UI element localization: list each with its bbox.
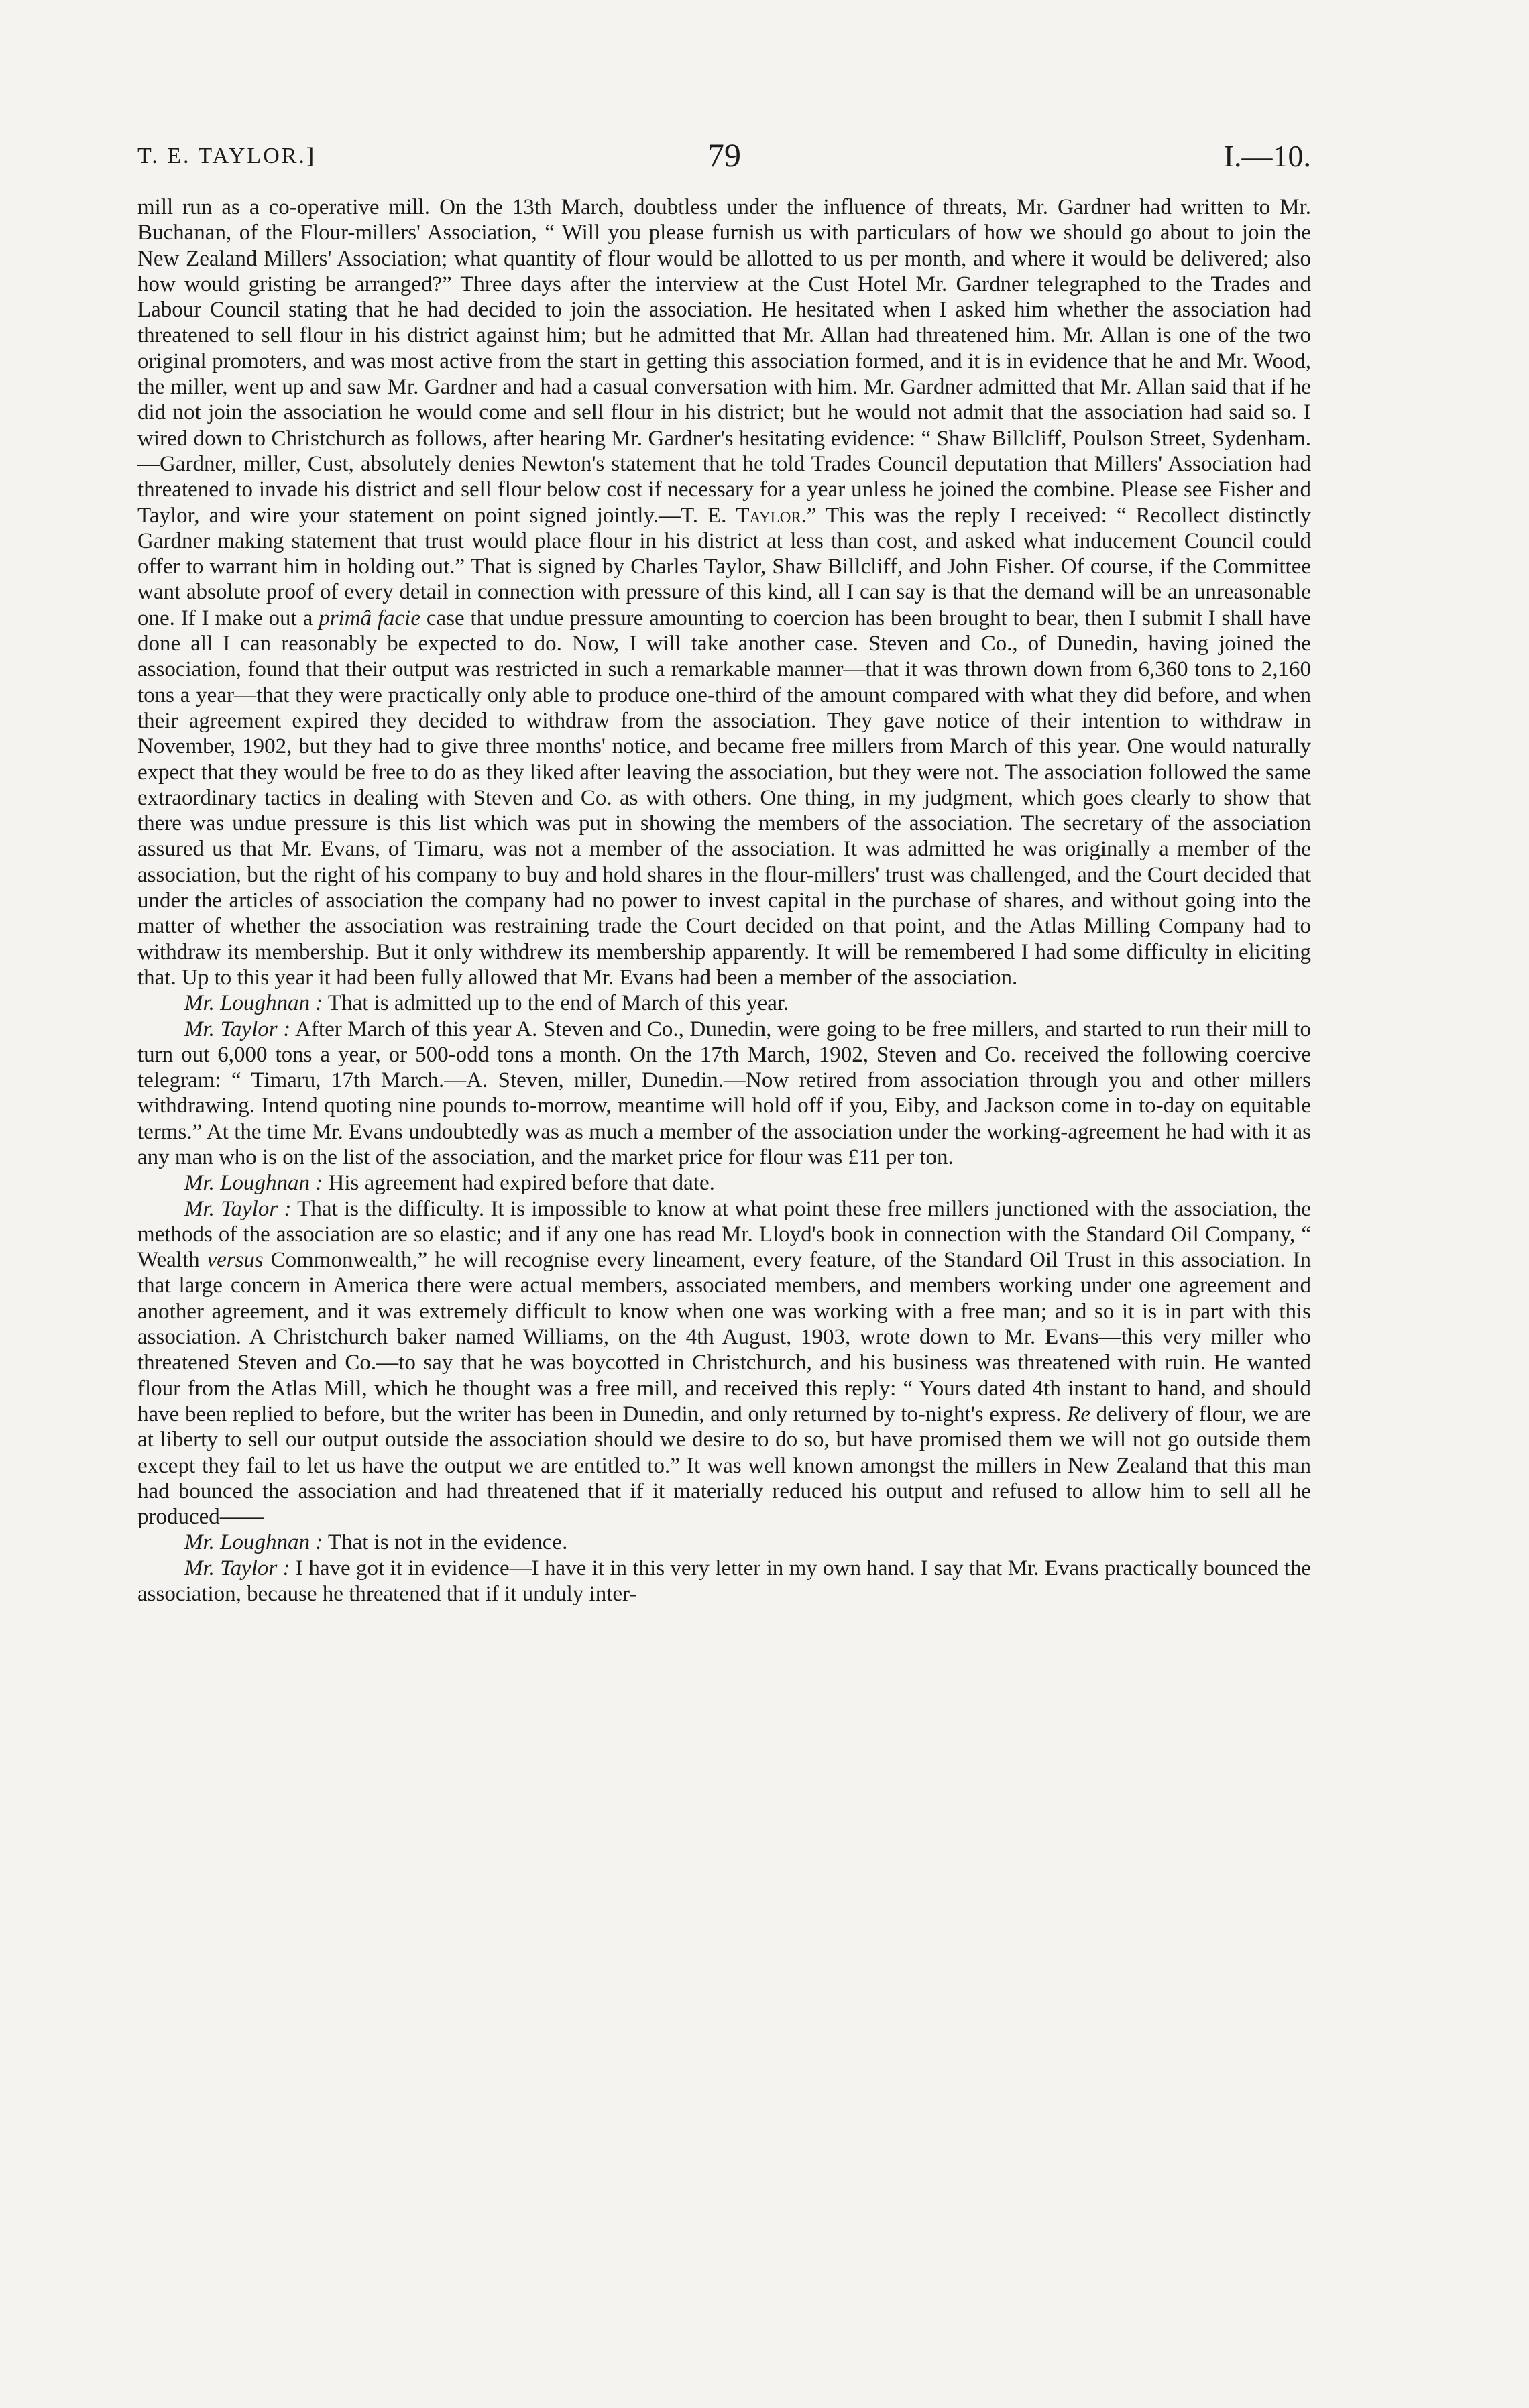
document-reference: I.—10. [1223, 139, 1311, 173]
paragraph-4 [137, 1170, 1311, 1196]
paragraph-text: I have got it in evidence—I have it in this very letter in my own hand. I say that Mr. Evans practically bounced the association, because he threatened that if it unduly inter- [137, 1556, 1311, 1607]
paragraph-5 [137, 1196, 1311, 1530]
speaker-name: Mr. Loughnan : [184, 1171, 323, 1196]
paragraph-2 [137, 990, 1311, 1016]
paragraph-1 [137, 194, 1311, 990]
italic-word: Re [1067, 1401, 1090, 1426]
speaker-name: Mr. Taylor : [184, 1196, 292, 1221]
paragraph-text: His agreement had expired before that date. [323, 1171, 715, 1196]
italic-phrase: primâ facie [319, 606, 421, 630]
speaker-name: Mr. Loughnan : [184, 991, 323, 1016]
italic-word: versus [207, 1248, 264, 1273]
page-number: 79 [707, 136, 741, 174]
paragraph-text: .” This was the reply I received: “ Recollect distinctly Gardner making statement that trust would place flour in his district at less than cost, and asked what inducement Council could offer to warrant him in holding out.” That is signed by Charles Taylor, Shaw Billcliff, and John Fisher. Of course, if the Committee want absolute proof of every detail in connection with pressure of this kind, all I can say is that the demand will be an unreasonable one. If I make out a [137, 503, 1311, 630]
paragraph-text: That is the difficulty. It is impossible to know at what point these free millers junctioned with the association, the methods of the association are so elastic; and if any one has read Mr. Lloyd's book in connection with the Standard Oil Company, “ Wealth [137, 1196, 1311, 1273]
running-head-author: T. E. TAYLOR.] [137, 144, 317, 168]
paragraph-text: delivery of flour, we are at liberty to sell our output outside the association should we desire to do so, but have promised them we will not go outside them except they fail to let us have the output we are entitled to.” It was well known amongst the millers in New Zealand that this man had bounced the association and had threatened that if it materially reduced his output and refused to allow him to sell all he produced—— [137, 1401, 1311, 1530]
paragraph-text: Commonwealth,” he will recognise every lineament, every feature, of the Standard Oil Trust in this association. In that large concern in America there were actual members, associated members, and members working under one agreement and another agreement, and it was extremely difficult to know when one was working with a free man; and so it is in part with this association. A Christchurch baker named Williams, on the 4th August, 1903, wrote down to Mr. Evans—this very miller who threatened Steven and Co.—to say that he was boycotted in Christchurch, and his business was threatened with ruin. He wanted flour from the Atlas Mill, which he thought was a free mill, and received this reply: “ Yours dated 4th instant to hand, and should have been replied to before, but the writer has been in Dunedin, and only returned by to-night's express. [137, 1248, 1311, 1426]
paragraph-text: That is admitted up to the end of March of this year. [323, 991, 789, 1016]
paragraph-text: case that undue pressure amounting to coercion has been brought to bear, then I submit I shall have done all I can reasonably be expected to do. Now, I will take another case. Steven and Co., of Dunedin, having joined the association, found that their output was restricted in such a remarkable manner—that it was thrown down from 6,360 tons to 2,160 tons a year—that they were practically only able to produce one-third of the amount compared with what they did before, and when their agreement expired they decided to withdraw from the association. They gave notice of their intention to withdraw in November, 1902, but they had to give three months' notice, and became free millers from March of this year. One would naturally expect that they would be free to do as they liked after leaving the association, but they were not. The association followed the same extraordinary tactics in dealing with Steven and Co. as with others. One thing, in my judgment, which goes clearly to show that there was undue pressure is this list which was put in showing the members of the association. The secretary of the association assured us that Mr. Evans, of Timaru, was not a member of the association. It was admitted he was originally a member of the association, but the right of his company to buy and hold shares in the flour-millers' trust was challenged, and the Court decided that under the articles of association the company had no power to invest capital in the purchase of shares, and without going into the matter of whether the association was restraining trade the Court decided on that point, and the Atlas Milling Company had to withdraw its membership. But it only withdrew its membership apparently. It will be remembered I had some difficulty in eliciting that. Up to this year it had been fully allowed that Mr. Evans had been a member of the association. [137, 606, 1311, 990]
paragraph-text: That is not in the evidence. [323, 1530, 568, 1555]
paragraph-7 [137, 1556, 1311, 1607]
paragraph-6 [137, 1530, 1311, 1555]
paragraph-3 [137, 1017, 1311, 1171]
body-text [137, 194, 1311, 1607]
paragraph-text: mill run as a co-operative mill. On the 13th March, doubtless under the influence of threats, Mr. Gardner had written to Mr. Buchanan, of the Flour-millers' Association, “ Will you please furnish us with particulars of how we should go about to join the New Zealand Millers' Association; what quantity of flour would be allotted to us per month, and where it would be delivered; also how would gristing be arranged?” Three days after the interview at the Cust Hotel Mr. Gardner telegraphed to the Trades and Labour Council stating that he had decided to join the association. He hesitated when I asked him whether the association had threatened to sell flour in his district against him; but he admitted that Mr. Allan had threatened him. Mr. Allan is one of the two original promoters, and was most active from the start in getting this association formed, and it is in evidence that he and Mr. Wood, the miller, went up and saw Mr. Gardner and had a casual conversation with him. Mr. Gardner admitted that Mr. Allan said that if he did not join the association he would come and sell flour in his district; but he would not admit that the association had said so. I wired down to Christchurch as follows, after hearing Mr. Gardner's hesitating evidence: “ Shaw Billcliff, Poulson Street, Sydenham.—Gardner, miller, Cust, absolutely denies Newton's statement that he told Trades Council deputation that Millers' Association had threatened to invade his district and sell flour below cost if necessary for a year unless he joined the combine. Please see Fisher and Taylor, and wire your statement on point signed jointly.—T. E. [137, 195, 1311, 528]
signature-name: Taylor [736, 503, 801, 528]
speaker-name: Mr. Loughnan : [184, 1530, 323, 1555]
paragraph-text: After March of this year A. Steven and Co., Dunedin, were going to be free millers, and started to run their mill to turn out 6,000 tons a year, or 500-odd tons a month. On the 17th March, 1902, Steven and Co. received the following coercive telegram: “ Timaru, 17th March.—A. Steven, miller, Dunedin.—Now retired from association through you and other millers withdrawing. Intend quoting nine pounds to-morrow, meantime will hold off if you, Eiby, and Jackson come in to-day on equitable terms.” At the time Mr. Evans undoubtedly was as much a member of the association under the working-agreement he had with it as any man who is on the list of the association, and the market price for flour was £11 per ton. [137, 1017, 1311, 1169]
page-header [137, 136, 1311, 181]
speaker-name: Mr. Taylor : [184, 1556, 290, 1581]
speaker-name: Mr. Taylor : [184, 1017, 291, 1041]
